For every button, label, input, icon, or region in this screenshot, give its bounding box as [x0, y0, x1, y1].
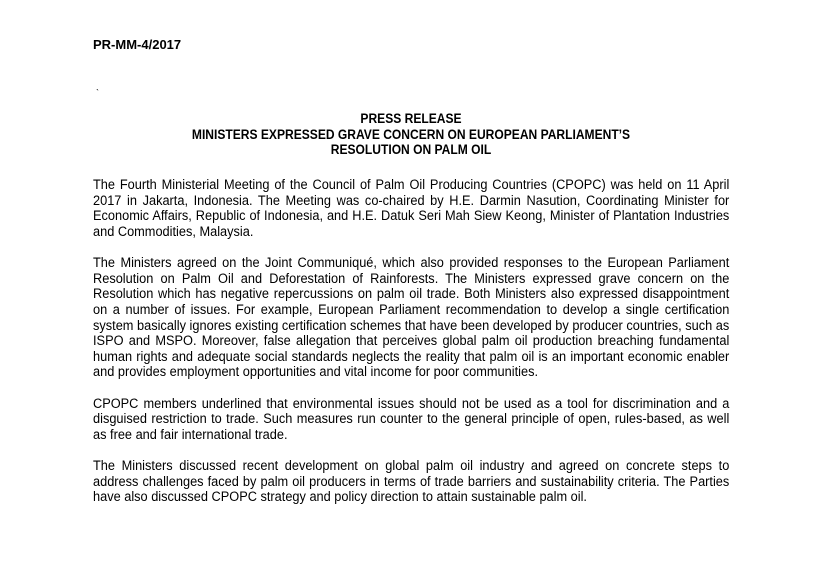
stray-mark: ` [96, 88, 99, 98]
press-release-heading: PRESS RELEASE [360, 111, 462, 126]
paragraph: CPOPC members underlined that environmental issues should not be used as a tool for discrimination and a disguised restriction to trade. Such measures run counter to the general principle of open, rules-based, as well as free and fair international trade. [93, 395, 730, 443]
paragraph: The Ministers agreed on the Joint Communiqué, which also provided responses to the European Parliament Resolution on Palm Oil and Deforestation of Rainforests. The Ministers expressed grave concern on the Resolution which has negative repercussions on palm oil trade. Both Ministers also expressed disappointment on a number of issues. For example, European Parliament recommendation to develop a single certification system basically ignores existing certification schemes that have been developed by producer countries, such as ISPO and MSPO. Moreover, false allegation that perceives global palm oil production breaching fundamental human rights and adequate social standards neglects the reality that palm oil is an important economic enabler and provides employment opportunities and vital income for poor communities. [93, 255, 730, 381]
reference-number: PR-MM-4/2017 [93, 37, 182, 52]
paragraph: The Fourth Ministerial Meeting of the Council of Palm Oil Producing Countries (CPOPC) was held on 11 April 2017 in Jakarta, Indonesia. The Meeting was co-chaired by H.E. Darmin Nasution, Coordinating Minister for Economic Affairs, Republic of Indonesia, and H.E. Datuk Seri Mah Siew Keong, Minister of Plantation Industries and Commodities, Malaysia. [93, 177, 730, 240]
title-block [93, 111, 729, 158]
paragraph: The Ministers discussed recent development on global palm oil industry and agreed on concrete steps to address challenges faced by palm oil producers in terms of trade barriers and sustainability criteria. The Parties have also discussed CPOPC strategy and policy direction to attain sustainable palm oil. [93, 458, 730, 506]
body-text [93, 178, 729, 522]
title-line-2: RESOLUTION ON PALM OIL [330, 142, 492, 158]
title-line-1: MINISTERS EXPRESSED GRAVE CONCERN ON EUROPEAN PARLIAMENT’S [191, 126, 631, 142]
